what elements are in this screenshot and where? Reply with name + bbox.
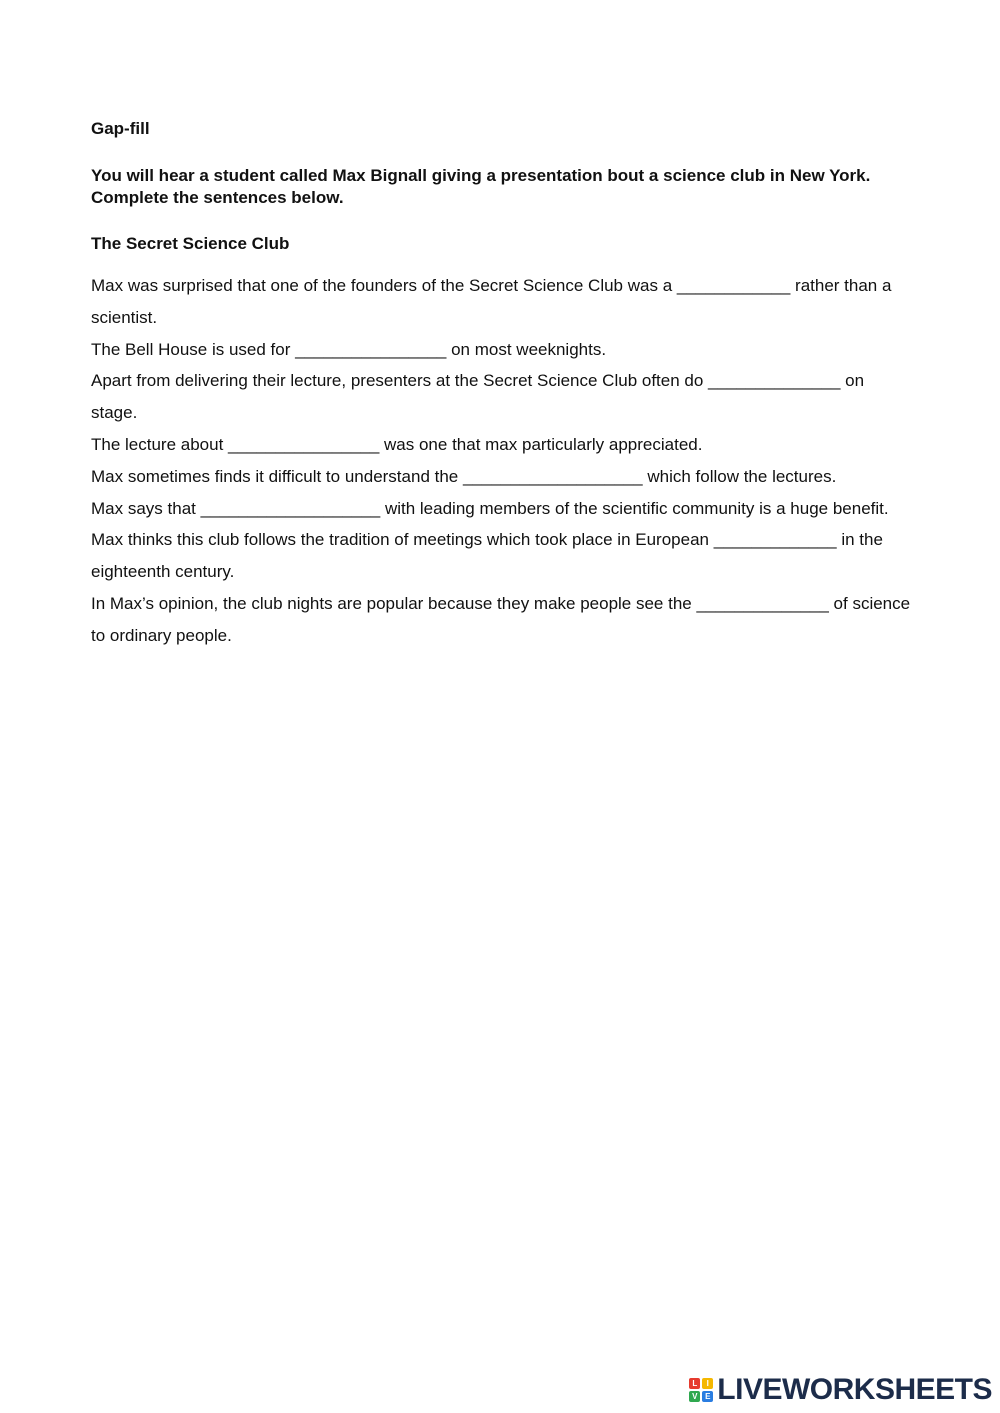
gap-fill-sentence: In Max’s opinion, the club nights are popular because they make people see the ______________ of science to ordinary people.: [91, 593, 911, 645]
instructions-text: You will hear a student called Max Bignall giving a presentation bout a science club in New York. Complete the sentences below.: [91, 166, 871, 207]
gap-fill-sentence: Max says that ___________________ with leading members of the scientific community is a huge benefit.: [91, 498, 889, 518]
logo-mark-cell: L: [689, 1378, 700, 1389]
gap-fill-sentence: The lecture about ________________ was one that max particularly appreciated.: [91, 434, 703, 454]
liveworksheets-logo-icon: [689, 1378, 713, 1402]
gap-fill-sentence: Max was surprised that one of the founders of the Secret Science Club was a ____________ rather than a scientist.: [91, 276, 892, 327]
gap-fill-sentence: Apart from delivering their lecture, presenters at the Secret Science Club often do ______________ on stage.: [91, 371, 865, 423]
logo-mark-cell: I: [702, 1378, 713, 1389]
gap-fill-sentence: Max thinks this club follows the tradition of meetings which took place in European _____________ in the eighteenth century.: [91, 530, 883, 582]
logo-mark-cell: E: [702, 1391, 713, 1402]
worksheet-page: [91, 118, 911, 652]
logo-mark-cell: V: [689, 1391, 700, 1402]
sentence-list: [91, 270, 911, 652]
section-title: The Secret Science Club: [91, 234, 290, 253]
page-heading: Gap-fill: [91, 119, 150, 138]
gap-fill-sentence: Max sometimes finds it difficult to understand the ___________________ which follow the lectures.: [91, 466, 837, 486]
liveworksheets-logo-text: LIVEWORKSHEETS: [717, 1373, 992, 1406]
gap-fill-sentence: The Bell House is used for ________________ on most weeknights.: [91, 339, 607, 359]
liveworksheets-logo: [689, 1373, 992, 1407]
